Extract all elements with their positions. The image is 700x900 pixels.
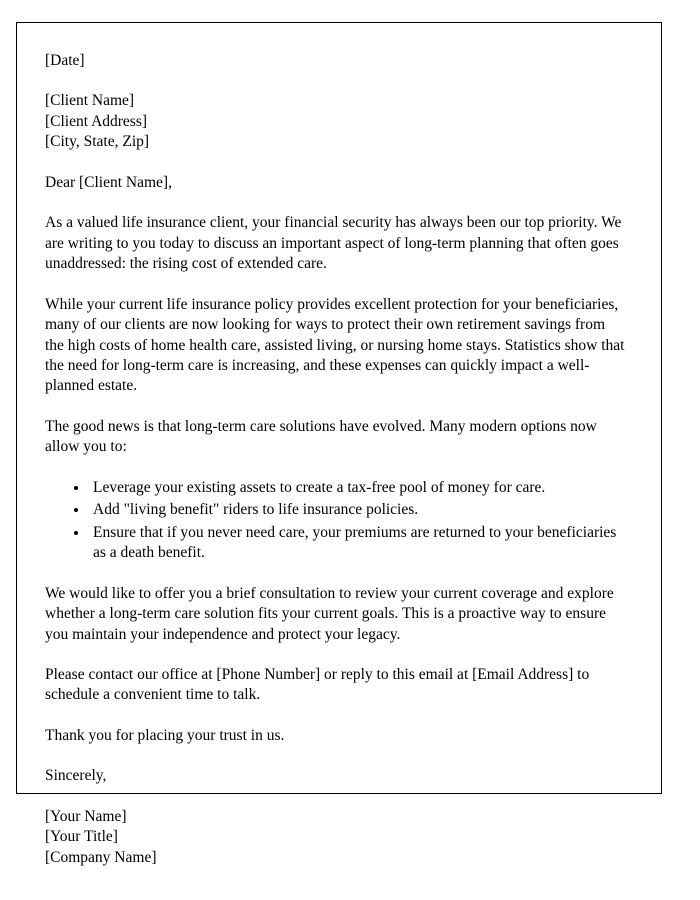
- sender-title: [Your Title]: [45, 828, 118, 846]
- company-name: [Company Name]: [45, 848, 157, 866]
- letter-body: [17, 23, 661, 868]
- date-block: [45, 51, 625, 71]
- paragraph-solutions-lead-in: The good news is that long-term care solutions have evolved. Many modern options now allow you to:: [45, 417, 597, 456]
- recipient-city-state-zip: [City, State, Zip]: [45, 133, 150, 151]
- paragraph-consultation-offer: We would like to offer you a brief consultation to review your current coverage and explore whether a long-term care solution fits your current goals. This is a proactive way to ensure you maintain your independence and protect your legacy.: [45, 584, 614, 643]
- list-item: • Leverage your existing assets to create a tax-free pool of money for care.: [89, 478, 625, 498]
- letter-page: [16, 22, 662, 866]
- paragraph-contact: Please contact our office at [Phone Number] or reply to this email at [Email Address] to schedule a convenient time to talk.: [45, 665, 590, 704]
- closing-block: [45, 766, 625, 786]
- paragraph-thank-you: Thank you for placing your trust in us.: [45, 726, 285, 744]
- benefits-list: [45, 478, 625, 564]
- date-line: [Date]: [45, 52, 85, 69]
- list-item: • Ensure that if you never need care, your premiums are returned to your beneficiaries as a death benefit.: [89, 523, 625, 564]
- sender-name: [Your Name]: [45, 807, 127, 825]
- recipient-name: [Client Name]: [45, 92, 135, 110]
- salutation: Dear [Client Name],: [45, 173, 172, 191]
- salutation-block: [45, 173, 625, 193]
- recipient-address: [Client Address]: [45, 112, 148, 130]
- signature-block: [45, 807, 625, 868]
- list-item: • Add "living benefit" riders to life insurance policies.: [89, 500, 625, 520]
- paragraph-policy-protection: While your current life insurance policy provides excellent protection for your beneficiaries, many of our clients are now looking for ways to protect their own retirement savings from the high costs of home health care, assisted living, or nursing home stays. Statistics show that the need for long-term care is increasing, and these expenses can quickly impact a well-planned estate.: [45, 295, 625, 395]
- closing: Sincerely,: [45, 767, 107, 785]
- paragraph-intro: As a valued life insurance client, your financial security has always been our top priority. We are writing to you today to discuss an important aspect of long-term planning that often goes unaddressed: the rising cost of extended care.: [45, 214, 622, 273]
- recipient-address-block: [45, 91, 625, 152]
